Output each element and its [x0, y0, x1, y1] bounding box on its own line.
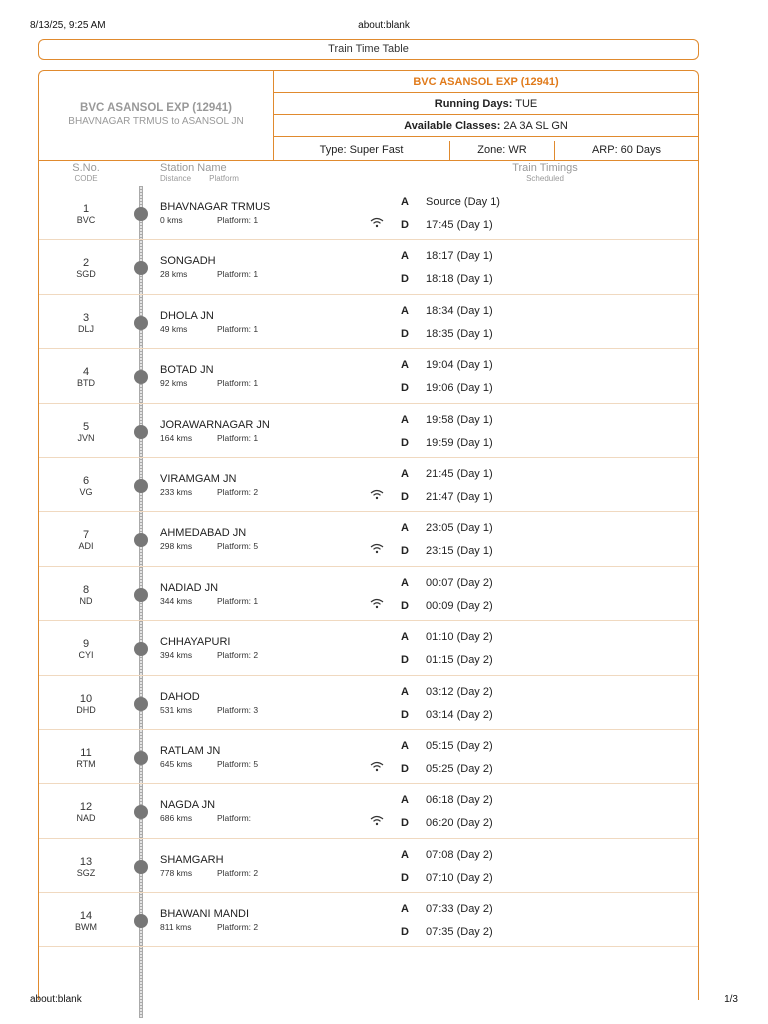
- station-dot: [134, 914, 148, 928]
- station-code: JVN: [77, 432, 95, 443]
- wifi-icon: [370, 487, 384, 498]
- arrival-time: 06:18 (Day 2): [426, 794, 493, 807]
- departure-time: 18:18 (Day 1): [426, 273, 493, 286]
- station-sno: 9: [82, 638, 90, 651]
- arrival-label: A: [401, 196, 409, 208]
- arrival-time: 18:34 (Day 1): [426, 304, 493, 317]
- station-platform: Platform: 2: [217, 486, 259, 497]
- station-platform: Platform: 2: [217, 650, 259, 661]
- station-distance: 778 kms: [160, 867, 193, 878]
- arrival-label: A: [401, 304, 409, 317]
- station-distance: 811 kms: [160, 922, 192, 933]
- station-sno: 6: [82, 474, 90, 487]
- timetable-card: [38, 70, 699, 1000]
- station-name: NAGDA JN: [160, 799, 216, 812]
- station-code: BTD: [77, 378, 95, 389]
- print-datetime: 8/13/25, 9:25 AM: [30, 20, 106, 31]
- train-name: BVC ASANSOL EXP (12941): [80, 102, 232, 114]
- departure-label: D: [401, 490, 409, 503]
- station-code: DLJ: [77, 323, 94, 334]
- departure-time: 19:59 (Day 1): [426, 436, 493, 449]
- station-row: [39, 240, 698, 294]
- col-distance-label: Distance: [160, 174, 192, 183]
- station-row: [39, 512, 698, 566]
- station-dot: [134, 860, 148, 874]
- station-row: [39, 567, 698, 621]
- station-code: BWM: [75, 922, 97, 933]
- station-dot: [134, 751, 148, 765]
- column-headers: [39, 162, 698, 186]
- station-distance: 49 kms: [160, 323, 188, 334]
- departure-time: 19:06 (Day 1): [426, 382, 493, 395]
- arrival-label: A: [401, 250, 409, 263]
- arrival-label: A: [401, 522, 409, 535]
- arrival-time: Source (Day 1): [426, 196, 500, 208]
- departure-time: 05:25 (Day 2): [426, 762, 493, 775]
- station-dot: [134, 533, 148, 547]
- departure-time: 23:15 (Day 1): [426, 545, 493, 558]
- arrival-label: A: [401, 467, 409, 480]
- station-distance: 686 kms: [160, 813, 193, 824]
- station-dot: [134, 370, 148, 384]
- station-row: [39, 784, 698, 838]
- station-dot: [134, 642, 148, 656]
- arrival-time: 18:17 (Day 1): [426, 250, 493, 263]
- station-platform: Platform:: [217, 813, 252, 824]
- train-meta: [274, 141, 698, 160]
- arrival-time: 07:33 (Day 2): [426, 903, 493, 916]
- wifi-icon: [370, 215, 384, 226]
- train-arp: ARP: 60 Days: [591, 144, 662, 156]
- running-days-label: Running Days:: [434, 98, 513, 110]
- station-distance: 0 kms: [160, 215, 183, 225]
- station-code: VG: [79, 486, 93, 497]
- station-code: RTM: [76, 758, 96, 769]
- arrival-label: A: [401, 413, 409, 426]
- station-sno: 1: [82, 203, 90, 215]
- departure-label: D: [401, 762, 409, 775]
- print-footer: [30, 994, 738, 1008]
- departure-time: 07:10 (Day 2): [426, 871, 493, 884]
- arrival-label: A: [401, 576, 409, 589]
- departure-time: 00:09 (Day 2): [426, 599, 493, 612]
- arrival-time: 19:58 (Day 1): [426, 413, 493, 426]
- divider: [39, 160, 698, 161]
- arrival-label: A: [401, 903, 409, 916]
- station-distance: 28 kms: [160, 269, 188, 280]
- station-row: [39, 349, 698, 403]
- col-station: [160, 162, 257, 184]
- departure-time: 01:15 (Day 2): [426, 654, 493, 667]
- running-days: [274, 93, 698, 115]
- departure-time: 18:35 (Day 1): [426, 327, 493, 340]
- station-sno: 14: [79, 910, 93, 923]
- running-days-value: TUE: [515, 98, 538, 110]
- station-sno: 12: [79, 801, 93, 814]
- station-row: [39, 404, 698, 458]
- departure-time: 07:35 (Day 2): [426, 926, 493, 939]
- departure-time: 03:14 (Day 2): [426, 708, 493, 721]
- station-platform: Platform: 5: [217, 758, 259, 769]
- available-classes: [274, 115, 698, 137]
- arrival-time: 00:07 (Day 2): [426, 576, 493, 589]
- station-dot: [134, 425, 148, 439]
- col-sno: [39, 162, 133, 184]
- station-platform: Platform: 1: [217, 215, 259, 225]
- departure-label: D: [401, 708, 409, 721]
- col-platform-label: Platform: [209, 174, 239, 183]
- station-distance: 92 kms: [160, 378, 188, 389]
- station-platform: Platform: 2: [217, 867, 259, 878]
- footer-url: about:blank: [30, 994, 82, 1005]
- page-title: Train Time Table: [38, 39, 699, 60]
- station-name: RATLAM JN: [160, 744, 221, 757]
- wifi-icon: [370, 813, 384, 824]
- departure-label: D: [401, 817, 409, 830]
- station-name: JORAWARNAGAR JN: [160, 418, 270, 431]
- station-platform: Platform: 2: [217, 922, 259, 933]
- station-sno: 4: [82, 366, 90, 379]
- station-dot: [134, 805, 148, 819]
- arrival-time: 19:04 (Day 1): [426, 359, 493, 372]
- station-code: BVC: [76, 215, 96, 225]
- station-platform: Platform: 1: [217, 323, 259, 334]
- wifi-icon: [370, 596, 384, 607]
- station-sno: 8: [82, 583, 90, 596]
- station-list: [39, 186, 698, 947]
- station-distance: 164 kms: [160, 432, 193, 443]
- departure-label: D: [401, 599, 409, 612]
- train-zone: Zone: WR: [450, 141, 555, 160]
- departure-time: 06:20 (Day 2): [426, 817, 493, 830]
- station-dot: [134, 316, 148, 330]
- station-dot: [134, 588, 148, 602]
- col-code-label: CODE: [74, 174, 98, 183]
- train-route: BHAVNAGAR TRMUS to ASANSOL JN: [68, 116, 244, 127]
- station-row: [39, 458, 698, 512]
- arrival-time: 01:10 (Day 2): [426, 631, 493, 644]
- arrival-label: A: [401, 359, 409, 372]
- departure-time: 17:45 (Day 1): [426, 219, 493, 231]
- departure-label: D: [401, 382, 409, 395]
- page-number: 1/3: [724, 994, 738, 1005]
- station-platform: Platform: 1: [217, 378, 259, 389]
- station-row: [39, 621, 698, 675]
- wifi-icon: [370, 541, 384, 552]
- station-distance: 344 kms: [160, 595, 193, 606]
- station-sno: 11: [80, 746, 92, 759]
- station-row: [39, 186, 698, 240]
- arrival-time: 21:45 (Day 1): [426, 467, 493, 480]
- station-platform: Platform: 3: [217, 704, 259, 715]
- station-name: NADIAD JN: [160, 581, 219, 594]
- station-code: ADI: [78, 541, 94, 552]
- station-platform: Platform: 5: [217, 541, 259, 552]
- departure-label: D: [401, 436, 409, 449]
- station-name: BOTAD JN: [160, 364, 214, 377]
- station-platform: Platform: 1: [217, 595, 259, 606]
- departure-label: D: [401, 871, 409, 884]
- station-code: CYI: [78, 650, 94, 661]
- arrival-label: A: [401, 848, 409, 861]
- print-header: [30, 20, 738, 34]
- col-scheduled-label: Scheduled: [526, 174, 564, 183]
- arrival-time: 05:15 (Day 2): [426, 739, 493, 752]
- station-sno: 7: [82, 529, 90, 542]
- station-distance: 394 kms: [160, 650, 193, 661]
- station-row: [39, 295, 698, 349]
- station-name: SHAMGARH: [160, 853, 224, 866]
- train-type: Type: Super Fast: [274, 141, 450, 160]
- station-sno: 2: [82, 257, 90, 270]
- station-distance: 645 kms: [160, 758, 193, 769]
- arrival-time: 07:08 (Day 2): [426, 848, 493, 861]
- station-sno: 3: [82, 311, 90, 324]
- col-timings-label: Train Timings: [512, 162, 578, 174]
- station-row: [39, 730, 698, 784]
- station-distance: 233 kms: [160, 486, 193, 497]
- station-name: DHOLA JN: [160, 309, 214, 322]
- station-row: [39, 676, 698, 730]
- departure-label: D: [401, 545, 409, 558]
- station-name: BHAWANI MANDI: [160, 908, 250, 921]
- station-code: NAD: [76, 813, 96, 824]
- arrival-label: A: [401, 739, 409, 752]
- station-row: [39, 893, 698, 947]
- arrival-time: 03:12 (Day 2): [426, 685, 493, 698]
- station-dot: [134, 261, 148, 275]
- station-distance: 298 kms: [160, 541, 193, 552]
- station-name: BHAVNAGAR TRMUS: [160, 201, 271, 213]
- departure-label: D: [401, 926, 409, 939]
- arrival-time: 23:05 (Day 1): [426, 522, 493, 535]
- station-distance: 531 kms: [160, 704, 193, 715]
- arrival-label: A: [401, 685, 409, 698]
- station-sno: 10: [79, 692, 93, 705]
- departure-time: 21:47 (Day 1): [426, 490, 493, 503]
- station-dot: [134, 207, 148, 221]
- station-dot: [134, 697, 148, 711]
- station-sno: 13: [79, 855, 93, 868]
- station-name: SONGADH: [160, 255, 216, 268]
- departure-label: D: [401, 327, 409, 340]
- classes-label: Available Classes:: [404, 120, 501, 132]
- station-name: VIRAMGAM JN: [160, 472, 237, 485]
- departure-label: D: [401, 219, 409, 231]
- classes-value: 2A 3A SL GN: [503, 120, 568, 132]
- print-url: about:blank: [358, 20, 410, 31]
- station-platform: Platform: 1: [217, 432, 259, 443]
- station-platform: Platform: 1: [217, 269, 259, 280]
- col-timings: [459, 162, 631, 184]
- station-code: DHD: [76, 704, 96, 715]
- station-name: CHHAYAPURI: [160, 636, 231, 649]
- train-summary: [39, 71, 274, 160]
- station-code: ND: [79, 595, 93, 606]
- arrival-label: A: [401, 794, 409, 807]
- wifi-icon: [370, 759, 384, 770]
- station-sno: 5: [82, 420, 90, 433]
- station-row: [39, 839, 698, 893]
- departure-label: D: [401, 654, 409, 667]
- col-sno-label: S.No.: [72, 162, 100, 174]
- arrival-label: A: [401, 631, 409, 644]
- station-code: SGD: [76, 269, 96, 280]
- departure-label: D: [401, 273, 409, 286]
- station-name: AHMEDABAD JN: [160, 527, 247, 540]
- train-header: BVC ASANSOL EXP (12941): [274, 71, 698, 93]
- station-dot: [134, 479, 148, 493]
- station-code: SGZ: [76, 867, 96, 878]
- station-name: DAHOD: [160, 690, 200, 703]
- col-station-label: Station Name: [160, 162, 227, 174]
